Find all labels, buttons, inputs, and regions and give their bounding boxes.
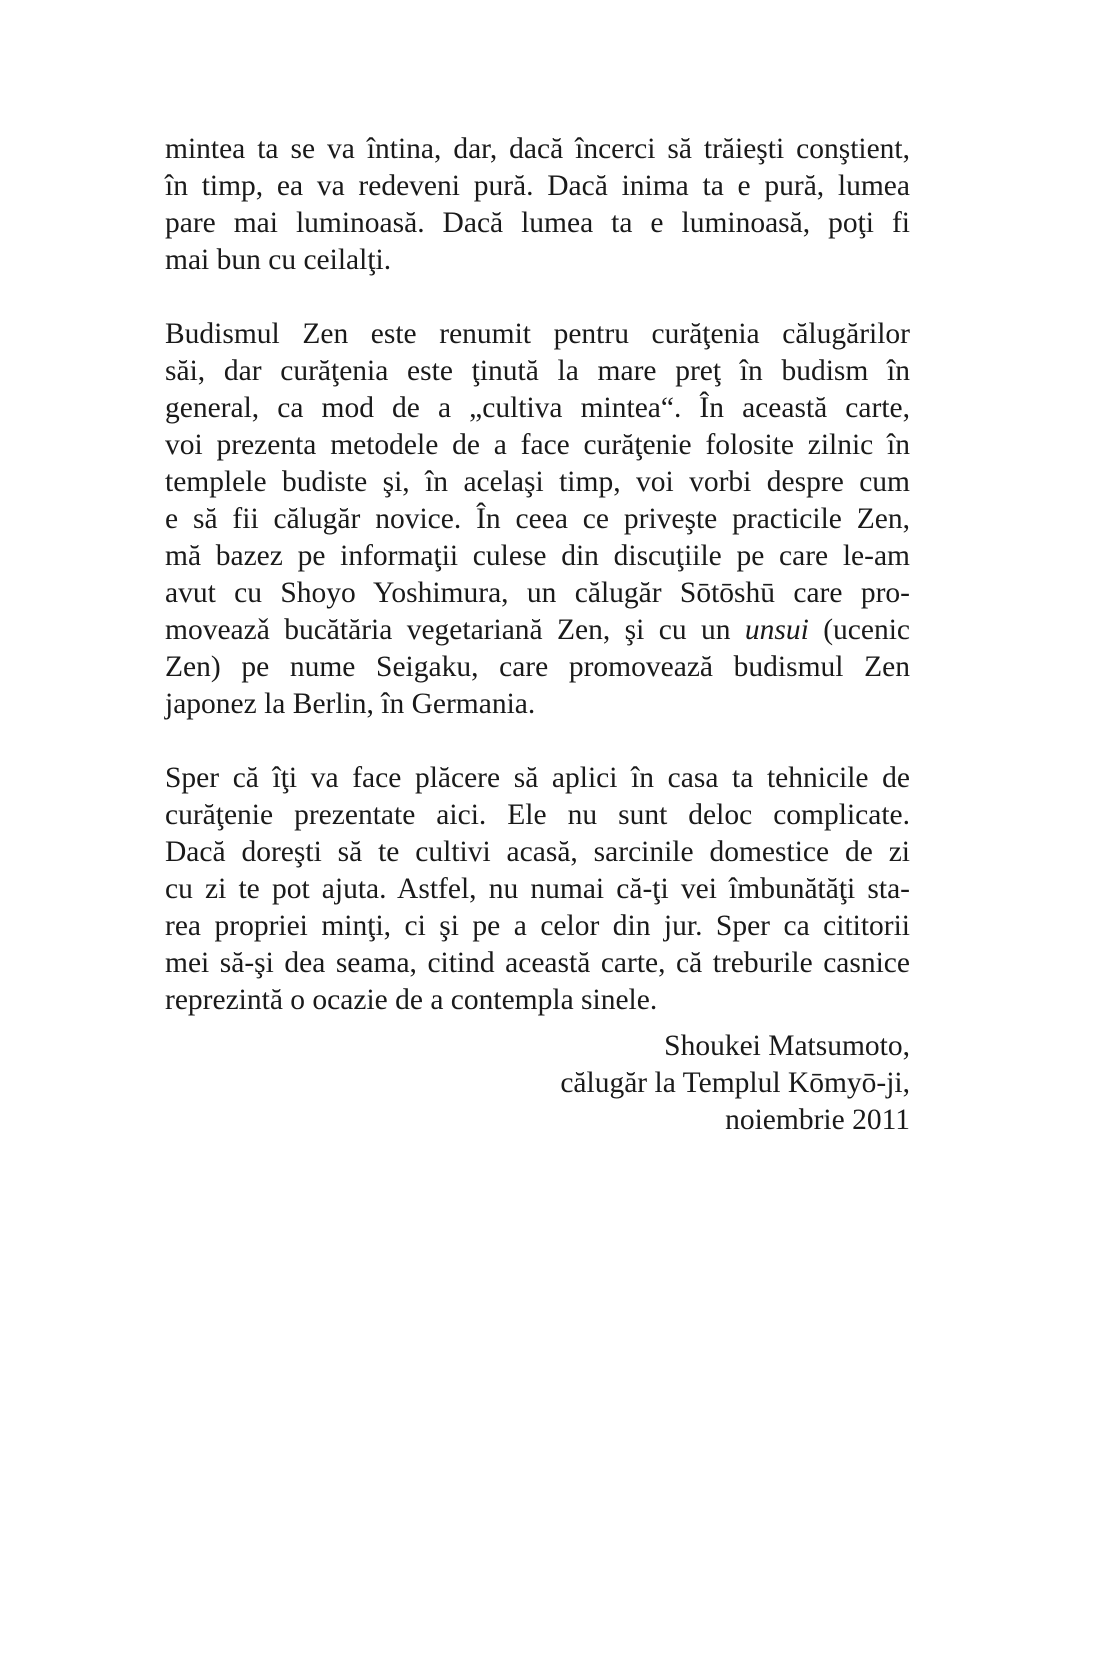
text-line: curăţenie prezentate aici. Ele nu sunt deloc complicate. [165,799,910,831]
text-line: Budismul Zen este renumit pentru curăţenia călugărilor [165,318,910,350]
text-line-with-italic [165,612,910,649]
text-line: săi, dar curăţenia este ţinută la mare preţ în budism în [165,355,910,387]
text-segment: (ucenic [808,614,910,646]
text-segment: moveazǎ bucătăria vegetariană Zen, şi cu un [165,614,745,646]
author-title: călugăr la Templul Kōmyō-ji, [560,1067,910,1099]
text-line: Sper că îţi va face plăcere să aplici în casa ta tehnicile de [165,762,910,794]
paragraph-1 [165,131,910,279]
text-line: rea propriei minţi, ci şi pe a celor din jur. Sper ca cititorii [165,910,910,942]
body-text [165,131,910,1139]
text-line: japonez la Berlin, în Germania. [165,688,536,720]
signature [165,1028,910,1139]
text-line: Zen) pe nume Seigaku, care promovează budismul Zen [165,651,910,683]
paragraph-3 [165,760,910,1019]
text-line: mei să-şi dea seama, citind această carte, că treburile casnice [165,947,910,979]
text-line: mă bazez pe informaţii culese din discuţiile pe care le-am [165,540,910,572]
paragraph-2 [165,316,910,723]
text-line: templele budiste şi, în acelaşi timp, voi vorbi despre cum [165,466,910,498]
signature-date: noiembrie 2011 [725,1104,910,1136]
text-line: în timp, ea va redeveni pură. Dacă inima ta e pură, lumea [165,170,910,202]
text-line: mai bun cu ceilalţi. [165,244,392,276]
author-name: Shoukei Matsumoto, [664,1030,910,1062]
text-line: pare mai luminoasă. Dacă lumea ta e luminoasă, poţi fi [165,207,910,239]
text-line: voi prezenta metodele de a face curăţenie folosite zilnic în [165,429,910,461]
text-line: general, ca mod de a „cultiva mintea“. În această carte, [165,392,910,424]
text-line: e să fii călugăr novice. În ceea ce priveşte practicile Zen, [165,503,910,535]
text-line: cu zi te pot ajuta. Astfel, nu numai că-ţi vei îmbunătăţi sta- [165,873,910,905]
text-line: mintea ta se va întina, dar, dacă încerci să trăieşti conştient, [165,133,910,165]
text-line: Dacă doreşti să te cultivi acasă, sarcinile domestice de zi [165,836,910,868]
text-line: reprezintă o ocazie de a contempla sinele. [165,984,658,1016]
text-line: avut cu Shoyo Yoshimura, un călugăr Sōtōshū care pro- [165,577,910,609]
italic-term: unsui [744,614,809,646]
